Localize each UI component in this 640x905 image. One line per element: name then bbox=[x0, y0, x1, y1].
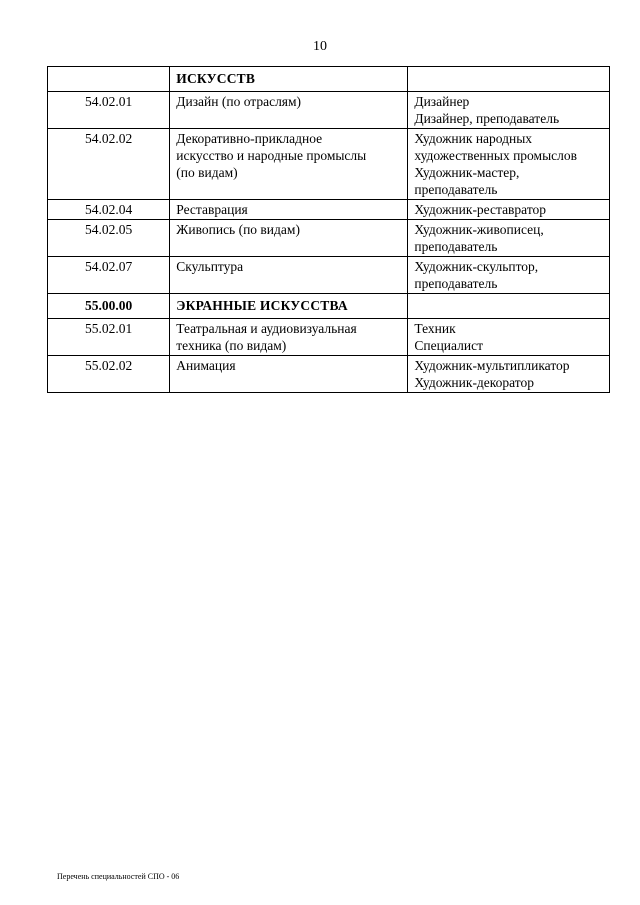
specialties-table bbox=[47, 66, 610, 393]
qualification bbox=[408, 220, 610, 257]
specialty-name-line: ИСКУССТВ bbox=[176, 71, 256, 86]
specialty-name bbox=[170, 67, 408, 92]
specialty-name bbox=[170, 257, 408, 294]
qualification-line: преподаватель bbox=[414, 276, 498, 291]
specialty-name-line: Дизайн (по отраслям) bbox=[176, 94, 302, 109]
table-row bbox=[48, 257, 610, 294]
specialty-name-line: Анимация bbox=[176, 358, 236, 373]
specialty-name bbox=[170, 92, 408, 129]
footer-text: Перечень специальностей СПО - 06 bbox=[57, 872, 180, 881]
specialty-name-line: искусство и народные промыслы bbox=[176, 148, 367, 163]
specialty-name bbox=[170, 356, 408, 393]
specialty-code: 54.02.07 bbox=[48, 257, 170, 294]
qualification bbox=[408, 294, 610, 319]
table-group-row bbox=[48, 294, 610, 319]
specialty-name bbox=[170, 220, 408, 257]
table-body bbox=[48, 67, 610, 393]
table-row bbox=[48, 356, 610, 393]
specialty-name bbox=[170, 129, 408, 200]
qualification-line bbox=[414, 70, 603, 87]
table-row bbox=[48, 92, 610, 129]
specialty-code: 55.02.02 bbox=[48, 356, 170, 393]
qualification-line: художественных промыслов bbox=[414, 148, 578, 163]
specialty-code bbox=[48, 67, 170, 92]
qualification bbox=[408, 319, 610, 356]
page-number: 10 bbox=[313, 39, 327, 54]
specialty-name-line: Театральная и аудиовизуальная bbox=[176, 321, 357, 336]
specialty-name bbox=[170, 294, 408, 319]
specialty-name-line: техника (по видам) bbox=[176, 338, 287, 353]
table-row bbox=[48, 220, 610, 257]
specialty-code: 54.02.04 bbox=[48, 200, 170, 220]
specialty-code: 55.02.01 bbox=[48, 319, 170, 356]
qualification-line: преподаватель bbox=[414, 239, 498, 254]
qualification-line: Специалист bbox=[414, 338, 483, 353]
qualification-line: Художник-мастер, bbox=[414, 165, 520, 180]
qualification-line: Техник bbox=[414, 321, 456, 336]
table-group-row bbox=[48, 67, 610, 92]
qualification bbox=[408, 356, 610, 393]
qualification bbox=[408, 67, 610, 92]
qualification bbox=[408, 257, 610, 294]
qualification bbox=[408, 129, 610, 200]
qualification-line: Художник-живописец, bbox=[414, 222, 544, 237]
qualification-line: Художник-скульптор, bbox=[414, 259, 539, 274]
specialty-name-line: Скульптура bbox=[176, 259, 244, 274]
qualification-line: Художник-декоратор bbox=[414, 375, 535, 390]
specialty-code: 54.02.01 bbox=[48, 92, 170, 129]
qualification-line: преподаватель bbox=[414, 182, 498, 197]
qualification-line: Художник-реставратор bbox=[414, 202, 547, 217]
specialty-code: 55.00.00 bbox=[48, 294, 170, 319]
specialty-name-line: Реставрация bbox=[176, 202, 248, 217]
specialty-name-line: Декоративно-прикладное bbox=[176, 131, 323, 146]
table-row bbox=[48, 319, 610, 356]
qualification bbox=[408, 92, 610, 129]
table-row bbox=[48, 129, 610, 200]
specialty-name bbox=[170, 319, 408, 356]
qualification-line: Дизайнер bbox=[414, 94, 470, 109]
specialty-name bbox=[170, 200, 408, 220]
specialty-name-line: ЭКРАННЫЕ ИСКУССТВА bbox=[176, 298, 348, 313]
specialty-name-line: (по видам) bbox=[176, 165, 238, 180]
specialty-code: 54.02.02 bbox=[48, 129, 170, 200]
specialty-name-line: Живопись (по видам) bbox=[176, 222, 300, 237]
qualification-line: Художник народных bbox=[414, 131, 533, 146]
qualification-line bbox=[414, 297, 603, 314]
specialty-code: 54.02.05 bbox=[48, 220, 170, 257]
qualification-line: Художник-мультипликатор bbox=[414, 358, 570, 373]
table-row bbox=[48, 200, 610, 220]
qualification bbox=[408, 200, 610, 220]
qualification-line: Дизайнер, преподаватель bbox=[414, 111, 560, 126]
